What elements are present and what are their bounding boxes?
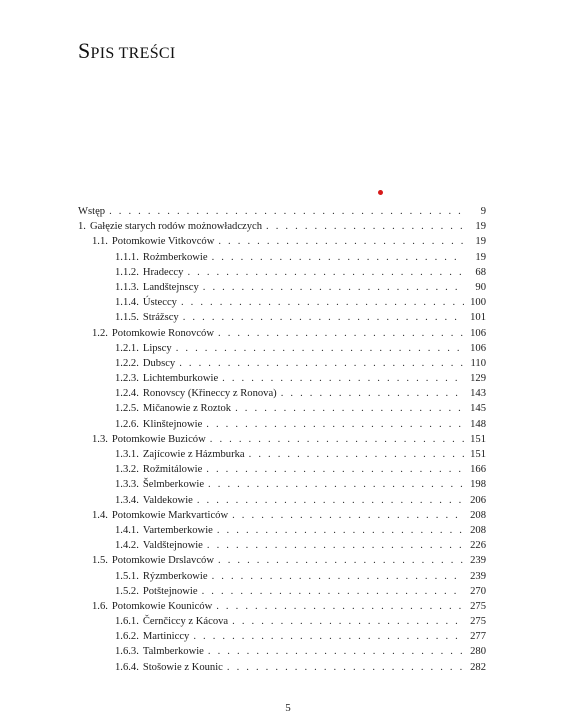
toc-entry-label: Talmberkowie	[142, 646, 204, 658]
toc-entry[interactable]	[78, 417, 486, 432]
toc-entry-label: Potomkowie Drslavców	[111, 555, 214, 567]
title-initial: S	[78, 38, 91, 63]
toc-entry-label: Rožmitálowie	[142, 464, 203, 476]
toc-entry[interactable]	[78, 614, 486, 629]
toc-entry[interactable]	[78, 432, 486, 447]
toc-entry[interactable]	[78, 599, 486, 614]
dot-leader	[217, 523, 464, 538]
toc-entry-label: Wstęp	[78, 206, 106, 217]
dot-leader	[216, 599, 464, 614]
toc-entry-number: 1.5.1.	[115, 570, 139, 582]
toc-entry-page: 198	[470, 479, 486, 491]
toc-entry-number: 1.5.2.	[115, 585, 139, 597]
toc-entry-label: Potomkowie Ronovców	[111, 327, 215, 339]
toc-entry-page: 275	[470, 600, 486, 612]
dot-leader	[176, 341, 464, 356]
table-of-contents	[78, 204, 486, 675]
toc-entry-page: 208	[470, 524, 486, 536]
toc-entry-number: 1.4.1.	[115, 524, 139, 536]
toc-entry-page: 239	[470, 555, 486, 567]
toc-entry-label: Černčiccy z Kácova	[142, 616, 229, 628]
toc-entry-number: 1.3.4.	[115, 494, 139, 506]
toc-entry[interactable]	[78, 569, 486, 584]
toc-entry-number: 1.3.2.	[115, 464, 139, 476]
toc-entry[interactable]	[78, 204, 486, 219]
dot-leader	[181, 295, 464, 310]
red-dot-mark	[378, 190, 383, 195]
toc-entry[interactable]	[78, 660, 486, 675]
dot-leader	[183, 310, 464, 325]
toc-entry-label: Strážscy	[142, 312, 179, 324]
toc-entry-number: 1.1.2.	[115, 266, 139, 278]
toc-entry-label: Zajícowie z Házmburka	[142, 449, 245, 460]
dot-leader	[212, 250, 464, 265]
dot-leader	[193, 629, 464, 644]
toc-entry-number: 1.4.	[92, 509, 108, 521]
page-number: 5	[285, 702, 291, 714]
toc-entry-page: 68	[475, 266, 486, 278]
dot-leader	[203, 280, 464, 295]
toc-entry-number: 1.2.4.	[115, 388, 139, 400]
toc-entry-number: 1.2.6.	[115, 418, 139, 430]
toc-entry-label: Potomkowie Markvarticów	[111, 509, 229, 521]
toc-entry-label: Vartemberkowie	[142, 524, 213, 536]
toc-entry-page: 282	[470, 661, 486, 673]
toc-entry-page: 106	[470, 327, 486, 339]
toc-entry-number: 1.2.5.	[115, 403, 139, 415]
dot-leader	[206, 462, 464, 477]
toc-entry[interactable]	[78, 523, 486, 538]
toc-entry-number: 1.1.3.	[115, 281, 139, 293]
toc-entry[interactable]	[78, 250, 486, 265]
page-title	[78, 38, 176, 64]
dot-leader	[232, 614, 464, 629]
toc-entry-label: Potštejnowie	[142, 585, 198, 597]
toc-entry-label: Ronovscy (Křineccy z Ronova)	[142, 388, 277, 400]
toc-entry-label: Rożmberkowie	[142, 251, 208, 263]
toc-entry[interactable]	[78, 538, 486, 553]
toc-entry-label: Lichtemburkowie	[142, 373, 219, 385]
toc-entry-number: 1.3.	[92, 433, 108, 445]
dot-leader	[222, 371, 464, 386]
toc-entry-label: Šelmberkowie	[142, 479, 205, 491]
toc-entry-label: Valdštejnowie	[142, 540, 203, 552]
toc-entry-page: 226	[470, 540, 486, 552]
toc-entry-label: Lipscy	[142, 342, 172, 354]
dot-leader	[179, 356, 464, 371]
dot-leader	[208, 644, 464, 659]
toc-entry-number: 1.2.2.	[115, 357, 139, 369]
toc-entry-page: 106	[470, 342, 486, 354]
toc-entry[interactable]	[78, 629, 486, 644]
toc-entry-page: 208	[470, 509, 486, 521]
toc-entry-number: 1.1.4.	[115, 297, 139, 309]
dot-leader	[218, 326, 464, 341]
toc-entry-page: 166	[470, 464, 486, 476]
toc-entry[interactable]	[78, 295, 486, 310]
toc-entry[interactable]	[78, 508, 486, 523]
dot-leader	[218, 553, 464, 568]
toc-entry-page: 19	[475, 236, 486, 248]
dot-leader	[208, 477, 464, 492]
toc-entry-page: 19	[475, 221, 486, 233]
toc-entry-page: 206	[470, 494, 486, 506]
toc-entry-page: 280	[470, 646, 486, 658]
dot-leader	[266, 219, 464, 234]
toc-entry-label: Klinštejnowie	[142, 418, 203, 430]
toc-entry-page: 100	[470, 297, 486, 309]
toc-entry[interactable]	[78, 371, 486, 386]
dot-leader	[249, 447, 464, 462]
dot-leader	[218, 234, 464, 249]
toc-entry[interactable]	[78, 553, 486, 568]
toc-entry[interactable]	[78, 341, 486, 356]
dot-leader	[232, 508, 464, 523]
toc-entry-page: 19	[475, 251, 486, 263]
toc-entry-page: 239	[470, 570, 486, 582]
toc-entry-page: 9	[480, 206, 486, 217]
toc-entry-number: 1.6.4.	[115, 661, 139, 673]
toc-entry[interactable]	[78, 493, 486, 508]
toc-entry-label: Stošowie z Kounic	[142, 661, 223, 673]
toc-entry[interactable]	[78, 280, 486, 295]
toc-entry-page: 110	[470, 357, 486, 369]
toc-entry-label: Landštejnscy	[142, 281, 199, 293]
toc-entry-label: Potomkowie Buziców	[111, 433, 206, 445]
toc-entry[interactable]	[78, 326, 486, 341]
dot-leader	[109, 204, 464, 219]
toc-entry-label: Mičanowie z Roztok	[142, 403, 232, 415]
toc-entry[interactable]	[78, 356, 486, 371]
toc-entry-number: 1.6.3.	[115, 646, 139, 658]
toc-entry-page: 143	[470, 388, 486, 400]
toc-entry-number: 1.5.	[92, 555, 108, 567]
toc-entry-label: Potomkowie Kouniców	[111, 600, 213, 612]
toc-entry-page: 151	[470, 449, 486, 460]
dot-leader	[281, 386, 464, 401]
toc-entry-number: 1.6.1.	[115, 616, 139, 628]
toc-entry-page: 277	[470, 631, 486, 643]
toc-entry-number: 1.1.5.	[115, 312, 139, 324]
dot-leader	[197, 493, 464, 508]
dot-leader	[207, 538, 464, 553]
toc-entry-label: Martiniccy	[142, 631, 190, 643]
toc-entry-page: 90	[475, 281, 486, 293]
toc-entry[interactable]	[78, 477, 486, 492]
toc-entry-number: 1.4.2.	[115, 540, 139, 552]
toc-entry-page: 129	[470, 373, 486, 385]
toc-entry-page: 148	[470, 418, 486, 430]
toc-entry-number: 1.3.1.	[115, 449, 139, 460]
toc-entry-number: 1.6.2.	[115, 631, 139, 643]
toc-entry-label: Potomkowie Vitkovców	[111, 236, 215, 248]
toc-entry[interactable]	[78, 265, 486, 280]
toc-entry-label: Dubscy	[142, 357, 176, 369]
toc-entry-page: 145	[470, 403, 486, 415]
dot-leader	[227, 660, 464, 675]
toc-entry-number: 1.2.	[92, 327, 108, 339]
toc-entry-number: 1.3.3.	[115, 479, 139, 491]
dot-leader	[206, 417, 464, 432]
toc-entry[interactable]	[78, 401, 486, 416]
toc-entry[interactable]	[78, 219, 486, 234]
toc-entry-page: 101	[470, 312, 486, 324]
toc-entry[interactable]	[78, 386, 486, 401]
toc-entry-number: 1.	[78, 221, 86, 233]
dot-leader	[202, 584, 464, 599]
toc-entry-label: Rýzmberkowie	[142, 570, 208, 582]
toc-entry-number: 1.2.3.	[115, 373, 139, 385]
toc-entry[interactable]	[78, 234, 486, 249]
toc-entry[interactable]	[78, 462, 486, 477]
toc-entry[interactable]	[78, 644, 486, 659]
toc-entry[interactable]	[78, 584, 486, 599]
toc-entry-label: Gałęzie starych rodów możnowładczych	[89, 221, 263, 233]
dot-leader	[210, 432, 464, 447]
toc-entry[interactable]	[78, 447, 486, 462]
toc-entry-number: 1.2.1.	[115, 342, 139, 354]
toc-entry-number: 1.6.	[92, 600, 108, 612]
toc-entry[interactable]	[78, 310, 486, 325]
toc-entry-number: 1.1.	[92, 236, 108, 248]
toc-entry-label: Ústeccy	[142, 297, 177, 309]
toc-entry-page: 275	[470, 616, 486, 628]
title-rest: PIS TREŚCI	[90, 45, 176, 62]
dot-leader	[187, 265, 464, 280]
dot-leader	[212, 569, 464, 584]
dot-leader	[235, 401, 464, 416]
toc-entry-page: 270	[470, 585, 486, 597]
toc-entry-label: Valdekowie	[142, 494, 193, 506]
toc-entry-number: 1.1.1.	[115, 251, 139, 263]
toc-entry-page: 151	[470, 433, 486, 445]
toc-entry-label: Hradeccy	[142, 266, 184, 278]
